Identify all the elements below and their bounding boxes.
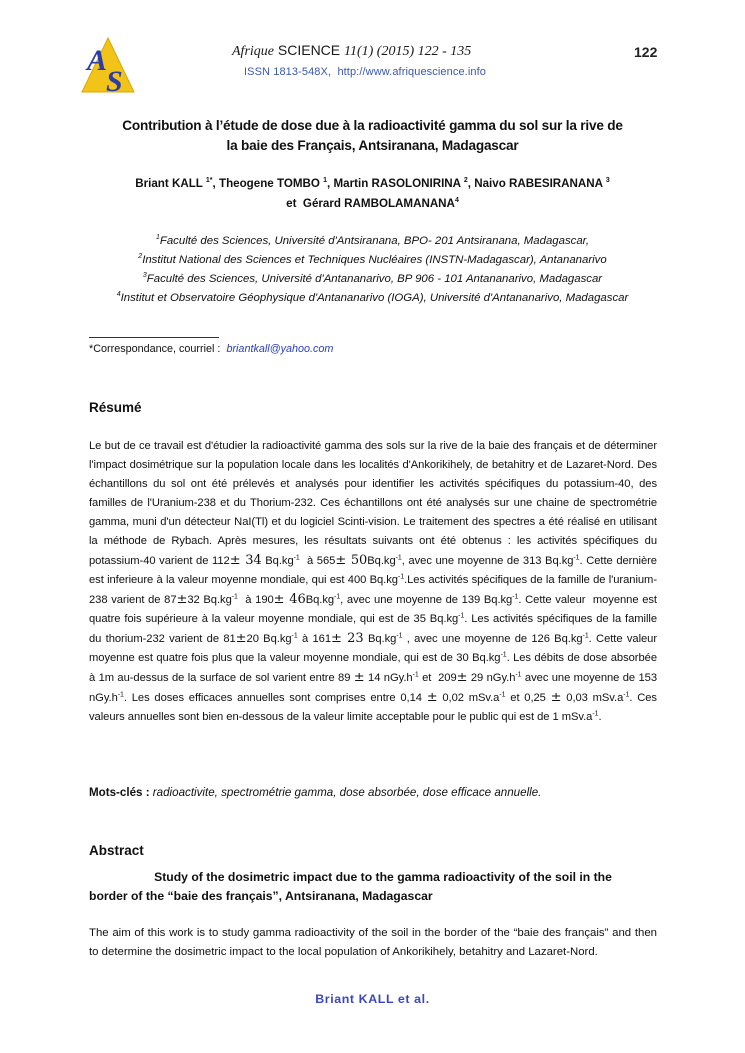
author-4: Naivo RABESIRANANA	[474, 177, 603, 190]
keywords-list: radioactivite, spectrométrie gamma, dose absorbée, dose efficace annuelle.	[152, 786, 542, 799]
journal-header	[232, 42, 471, 60]
title-line-1: Contribution à l’étude de dose due à la radioactivité gamma du sol sur la rive de	[122, 118, 623, 133]
page-number: 122	[634, 44, 658, 60]
journal-name-italic: Afrique	[232, 44, 274, 59]
author-3: Martin RASOLONIRINA	[333, 177, 461, 190]
author-2-sup: 1	[323, 177, 328, 185]
author-1: Briant KALL	[135, 177, 203, 190]
resume-body: Le but de ce travail est d'étudier la radioactivité gamma des sols sur la rive de la baie des français et de déterminer l'impact dosimétrique sur la population locale dans les localités d'Ankorikihely, de betahitry et de Lazaret-Nord. Des échantillons du sol ont été prélevés et analysés pour identifier les activités spécifiques du potassium-40, des familles de l'Uranium-238 et du Thorium-232. Ces échantillons ont été analysés sur une chaine de spectrométrie gamma, muni d'un détecteur NaI(Tl) et du logiciel Scinti-vision. Le traitement des spectres a été réalisé en utilisant la méthode de Rybach. Après mesures, les résultats suivants ont été obtenus : les activités spécifiques du potassium-40 varient de 112± 34 $Bq.kg^{-1}$ à $565\pm 50Bq.kg^{-1}$, avec une moyenne de 313 $Bq.kg^{-1}$. Cette dernière est inferieure à la valeur moyenne mondiale, qui est 400 $Bq.kg^{-1}.Les$ activités spécifiques de la famille de l'uranium-238 varient de 87±32 $Bq.kg^{-1}$ à $190\pm 46Bq.kg^{-1}$, avec une moyenne de 139 $Bq.kg^{-1}$. Cette valeur moyenne est quatre fois supérieure à la valeur moyenne mondiale, qui est de 35 $Bq.kg^{-1}$. Les activités spécifiques de la famille du thorium-232 varient de 81±20 $Bq.kg^{-1}$ à 161± 23 $Bq.kg^{-1}$ , avec une moyenne de 126 $Bq.kg^{-1}$. Cette valeur moyenne est quatre fois plus que la valeur moyenne mondiale, qui est de 30 $Bq.kg^{-1}$. Les débits de dose absorbée à 1m au-dessus de la surface de sol varient entre 89 ± 14 $nGy.h^{-1}$ et 209± 29 $nGy.h^{-1}$ avec une moyenne de 153 $nGy.h^{-1}$. Les doses efficaces annuelles sont comprises entre 0,14 ± 0,02 $mSv.a^{-1}$ et 0,25 ± 0,03 $mSv.a^{-1}$. Ces valeurs annuelles sont bien en-dessous de la valeur limite acceptable pour le public qui est de 1 $mSv.a^{-1}$.	[89, 440, 658, 723]
resume-heading: Résumé	[89, 400, 142, 415]
abstract-body: The aim of this work is to study gamma radioactivity of the soil in the border of the “baie des français” and then to determine the dosimetric impact to the local population of Ankorikihely, betahitry and Lazaret-Nord.	[89, 927, 657, 958]
logo-letter-a: A	[87, 44, 108, 77]
keywords	[89, 786, 541, 799]
abstract-title-line-1: Study of the dosimetric impact due to the gamma radioactivity of the soil in the	[154, 870, 612, 884]
author-1-sup: 1*	[205, 177, 213, 185]
correspondence-label: *Correspondance, courriel :	[89, 343, 221, 355]
author-3-sup: 2	[463, 177, 468, 185]
author-list: Briant KALL $^{1*}$, Theogene TOMBO $^1$, Martin RASOLONIRINA $^2$, Naivo RABESIRANANA $^3$ et Gérard RAMBOLAMANANA$^4$	[135, 177, 610, 210]
abstract-title-line-2: border of the “baie des français”, Antsiranana, Madagascar	[89, 889, 433, 903]
affiliation-list	[80, 232, 665, 308]
title-line-2: la baie des Français, Antsiranana, Madagascar	[226, 138, 519, 153]
journal-url[interactable]: http://www.afriquescience.info	[337, 66, 486, 78]
affiliation-1: $^1$Faculté des Sciences, Université d'Antsiranana, BPO- 201 Antsiranana, Madagascar,	[155, 234, 590, 247]
running-footer: Briant KALL et al.	[315, 992, 430, 1006]
affiliation-4: $^4$Institut et Observatoire Géophysique d'Antananarivo (IOGA), Université d'Antananarivo, Madagascar	[116, 291, 629, 304]
affiliation-2: $^2$Institut National des Sciences et Techniques Nucléaires (INSTN-Madagascar), Antananarivo	[138, 253, 607, 266]
footnote-rule	[89, 337, 219, 338]
affiliation-3: $^3$Faculté des Sciences, Université d'Antananarivo, BP 906 - 101 Antananarivo, Madagascar	[142, 272, 603, 285]
author-5-sup: 4	[454, 197, 459, 205]
volume-info: 11(1) (2015) 122 - 135	[344, 44, 472, 59]
abstract-heading: Abstract	[89, 843, 144, 858]
issn-line	[244, 66, 486, 78]
issn: ISSN 1813-548X,	[244, 66, 332, 78]
author-5: Gérard RAMBOLAMANANA	[302, 197, 455, 210]
keywords-label: Mots-clés :	[89, 786, 150, 799]
author-4-sup: 3	[605, 177, 610, 185]
abstract-title	[89, 868, 649, 906]
correspondence	[89, 343, 333, 355]
journal-name-plain: SCIENCE	[277, 42, 341, 58]
article-title	[80, 116, 665, 156]
correspondence-email-link[interactable]: briantkall@yahoo.com	[226, 343, 334, 355]
journal-logo	[80, 36, 136, 96]
author-2: Theogene TOMBO	[218, 177, 320, 190]
logo-letter-s: S	[106, 65, 123, 96]
